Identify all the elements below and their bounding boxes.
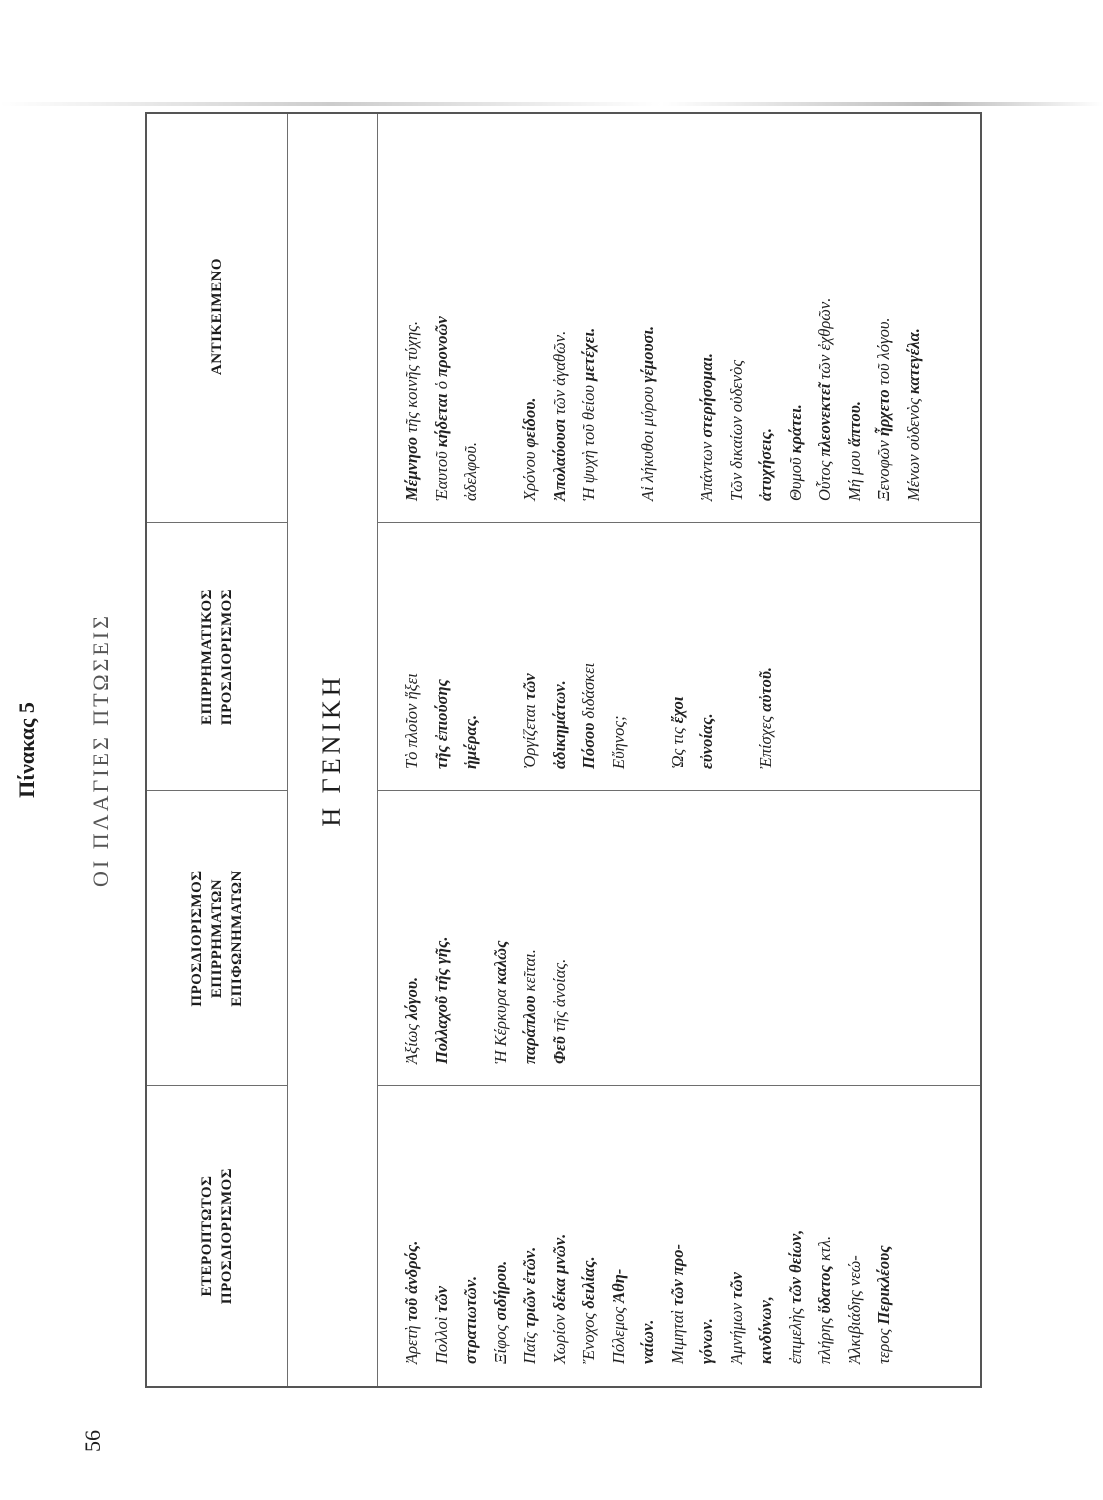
emphasized-term: γέμουσι.: [638, 325, 657, 383]
column-header-adverbial: ΕΠΙΡΡΗΜΑΤΙΚΟΣ ΠΡΟΣΔΙΟΡΙΣΜΟΣ: [198, 588, 235, 726]
emphasized-term: ναίων.: [638, 1319, 657, 1364]
example-line: [515, 937, 545, 1064]
example-text: πλήρης: [815, 1313, 834, 1364]
example-text: Ὡς τις: [667, 723, 687, 769]
column-header-heteroptotos: ΕΤΕΡΟΠΤΩΤΟΣ ΠΡΟΣΔΙΟΡΙΣΜΟΣ: [198, 1167, 235, 1305]
example-line: [692, 1230, 722, 1364]
example-text: κεῖται.: [520, 949, 539, 996]
grammar-table: [145, 112, 982, 1388]
section-heading-genitive: Η ΓΕΝΙΚΗ: [317, 673, 346, 827]
example-text: ἐπιμελὴς: [785, 1303, 805, 1364]
example-line: [869, 298, 899, 501]
example-line: [515, 663, 545, 769]
example-line: [486, 937, 516, 1064]
emphasized-term: Πολλαχοῦ τῆς γῆς.: [431, 936, 451, 1064]
example-line: [574, 298, 604, 501]
emphasized-term: λόγου.: [402, 976, 421, 1020]
column-header-object: ΑΝΤΙΚΕΙΜΕΝΟ: [208, 257, 225, 376]
example-line: [545, 298, 575, 501]
emphasized-term: δειλίας.: [579, 1256, 598, 1309]
example-text: τοῦ λόγου.: [874, 317, 893, 390]
column-divider: [377, 790, 980, 791]
emphasized-term: αὐτοῦ.: [756, 666, 775, 712]
example-line: [456, 298, 486, 501]
example-line: [604, 1230, 634, 1364]
emphasized-term: κινδύνων,: [756, 1296, 775, 1364]
emphasized-term: ἦρχετο: [874, 389, 893, 437]
example-text: Μιμηταὶ: [667, 1305, 687, 1364]
emphasized-term: τριῶν ἐτῶν.: [520, 1246, 539, 1329]
example-line: [810, 298, 840, 501]
example-line: [692, 663, 722, 769]
emphasized-term: προνοῶν: [431, 316, 451, 377]
emphasized-term: φείδου.: [520, 397, 539, 448]
example-text: διδάσκει: [579, 662, 598, 723]
example-text: Ἀρετὴ: [402, 1321, 421, 1364]
scan-edge: [0, 102, 1103, 106]
example-line: [869, 1230, 899, 1364]
table-subtitle: ΟΙ ΠΛΑΓΙΕΣ ΠΤΩΣΕΙΣ: [88, 613, 113, 887]
emphasized-term: στρατιωτῶν.: [461, 1275, 480, 1364]
example-text: Ξενοφῶν: [874, 436, 893, 501]
example-text: τερος: [874, 1324, 893, 1364]
example-text: τῶν ἐχθρῶν.: [815, 297, 834, 384]
example-line: [663, 298, 693, 501]
example-line: [456, 1230, 486, 1364]
example-line: [722, 663, 752, 769]
example-line: [751, 663, 781, 769]
emphasized-term: τῶν: [726, 1272, 746, 1299]
emphasized-term: ἔχοι: [667, 696, 687, 724]
example-text: τῆς ἀνοίας.: [549, 958, 569, 1037]
example-line: [397, 663, 427, 769]
example-text: ὁ: [431, 376, 451, 394]
example-text: ἀδελφοῦ.: [461, 441, 480, 501]
example-text: τῆς κοινῆς τύχης.: [402, 320, 421, 437]
emphasized-term: κατεγέλα.: [903, 328, 923, 394]
example-text: Πολλοὶ: [431, 1312, 451, 1364]
emphasized-term: Περικλέους: [874, 1245, 893, 1325]
emphasized-term: Πόσου: [579, 722, 598, 769]
emphasized-term: δέκα μνῶν.: [549, 1233, 569, 1311]
example-line: [427, 1230, 457, 1364]
example-text: Ἡ ψυχὴ τοῦ θείου: [579, 380, 598, 501]
example-line: [486, 663, 516, 769]
example-line: [397, 937, 427, 1064]
example-text: Ἔνοχος: [579, 1308, 598, 1364]
example-line: [427, 663, 457, 769]
example-text: τῶν ἀγαθῶν.: [549, 330, 569, 419]
example-line: [456, 937, 486, 1064]
cell-adverbial: [397, 663, 781, 769]
example-line: [486, 298, 516, 501]
emphasized-term: πλεονεκτεῖ: [815, 383, 834, 457]
emphasized-term: μετέχει.: [579, 327, 598, 381]
example-text: Ἀξίως: [402, 1019, 421, 1064]
example-text: Ξίφος: [490, 1320, 510, 1364]
emphasized-term: καλῶς: [490, 940, 510, 985]
example-line: [545, 1230, 575, 1364]
column-divider: [377, 522, 980, 523]
example-text: Ἐπίσχες: [756, 711, 775, 769]
example-line: [545, 663, 575, 769]
example-text: Τὸ πλοῖον ἥξει: [402, 673, 421, 769]
example-line: [574, 663, 604, 769]
emphasized-term: παράπλου: [520, 995, 539, 1064]
example-line: [810, 1230, 840, 1364]
cell-object: [397, 298, 928, 501]
cell-heteroptotos: [397, 1230, 899, 1364]
example-text: Θυμοῦ: [785, 453, 805, 501]
example-text: Μή μου: [844, 446, 864, 501]
example-line: [456, 663, 486, 769]
example-line: [486, 1230, 516, 1364]
example-line: [722, 298, 752, 501]
page-number: 56: [80, 1430, 105, 1452]
emphasized-term: Ἀθη-: [608, 1268, 628, 1303]
example-text: κτλ.: [815, 1235, 834, 1266]
example-line: [574, 1230, 604, 1364]
example-text: Μένων οὐδενὸς: [903, 393, 923, 501]
emphasized-term: στερήσομαι.: [697, 352, 716, 438]
example-line: [781, 1230, 811, 1364]
example-line: [840, 298, 870, 501]
example-line: [515, 298, 545, 501]
emphasized-term: γόνων.: [697, 1318, 716, 1364]
emphasized-term: ἅπτου.: [844, 401, 864, 447]
example-text: Ὀργίζεται: [520, 700, 539, 769]
emphasized-term: κήδεται: [431, 393, 451, 448]
example-line: [663, 1230, 693, 1364]
emphasized-term: ἀδικημάτων.: [549, 680, 569, 769]
emphasized-term: Φεῦ: [549, 1036, 569, 1064]
emphasized-term: ὕδατος: [815, 1265, 834, 1314]
example-line: [633, 298, 663, 501]
example-text: Ἑαυτοῦ: [431, 447, 451, 501]
cell-adverbs: [397, 937, 574, 1064]
example-line: [633, 1230, 663, 1364]
column-divider: [377, 1085, 980, 1086]
example-line: [397, 298, 427, 501]
example-text: Αἱ λήκυθοι μύρου: [638, 382, 657, 501]
emphasized-term: ἡμέρας.: [461, 714, 480, 769]
emphasized-term: τῶν: [431, 1285, 451, 1313]
emphasized-term: Μέμνησο: [402, 436, 421, 501]
emphasized-term: ἀτυχήσεις.: [756, 428, 775, 501]
example-line: [397, 1230, 427, 1364]
emphasized-term: σιδήρου.: [490, 1260, 510, 1321]
emphasized-term: τῶν: [520, 673, 539, 700]
example-text: Παῖς: [520, 1328, 539, 1364]
example-line: [781, 298, 811, 501]
emphasized-term: τοῦ ἀνδρός.: [402, 1240, 421, 1322]
example-text: Χωρίον: [549, 1310, 569, 1364]
example-line: [692, 298, 722, 501]
example-text: Χρόνου: [520, 447, 539, 501]
example-line: [604, 298, 634, 501]
example-text: Ἡ Κέρκυρα: [490, 984, 510, 1064]
example-text: Πόλεμος: [608, 1302, 628, 1364]
emphasized-term: κράτει.: [785, 404, 805, 454]
table-caption: Πίνακας 5: [14, 702, 39, 798]
example-line: [840, 1230, 870, 1364]
example-line: [633, 663, 663, 769]
emphasized-term: τῆς ἐπιούσης: [431, 679, 451, 769]
example-line: [545, 937, 575, 1064]
example-text: Εὔηνος;: [608, 715, 628, 769]
example-text: Ἀμνήμων: [726, 1298, 746, 1364]
example-line: [751, 1230, 781, 1364]
example-line: [427, 937, 457, 1064]
example-text: Τῶν δικαίων οὐδενὸς: [726, 359, 746, 501]
emphasized-term: τῶν προ-: [667, 1243, 687, 1306]
example-text: Ἀλκιβιάδης νεώ-: [844, 1255, 864, 1364]
example-line: [604, 663, 634, 769]
example-line: [427, 298, 457, 501]
emphasized-term: εὐνοίας.: [697, 713, 716, 769]
example-line: [515, 1230, 545, 1364]
emphasized-term: Ἀπολαύουσι: [549, 418, 569, 501]
example-text: Οὗτος: [815, 456, 834, 501]
emphasized-term: τῶν θείων,: [785, 1229, 805, 1304]
example-line: [751, 298, 781, 501]
section-divider: [377, 114, 378, 1386]
example-line: [899, 298, 929, 501]
example-text: Ἁπάντων: [697, 437, 716, 501]
column-header-adverbs: ΠΡΟΣΔΙΟΡΙΣΜΟΣ ΕΠΙΡΡΗΜΑΤΩΝ ΕΠΙΦΩΝΗΜΑΤΩΝ: [188, 870, 246, 1007]
example-line: [663, 663, 693, 769]
example-line: [722, 1230, 752, 1364]
